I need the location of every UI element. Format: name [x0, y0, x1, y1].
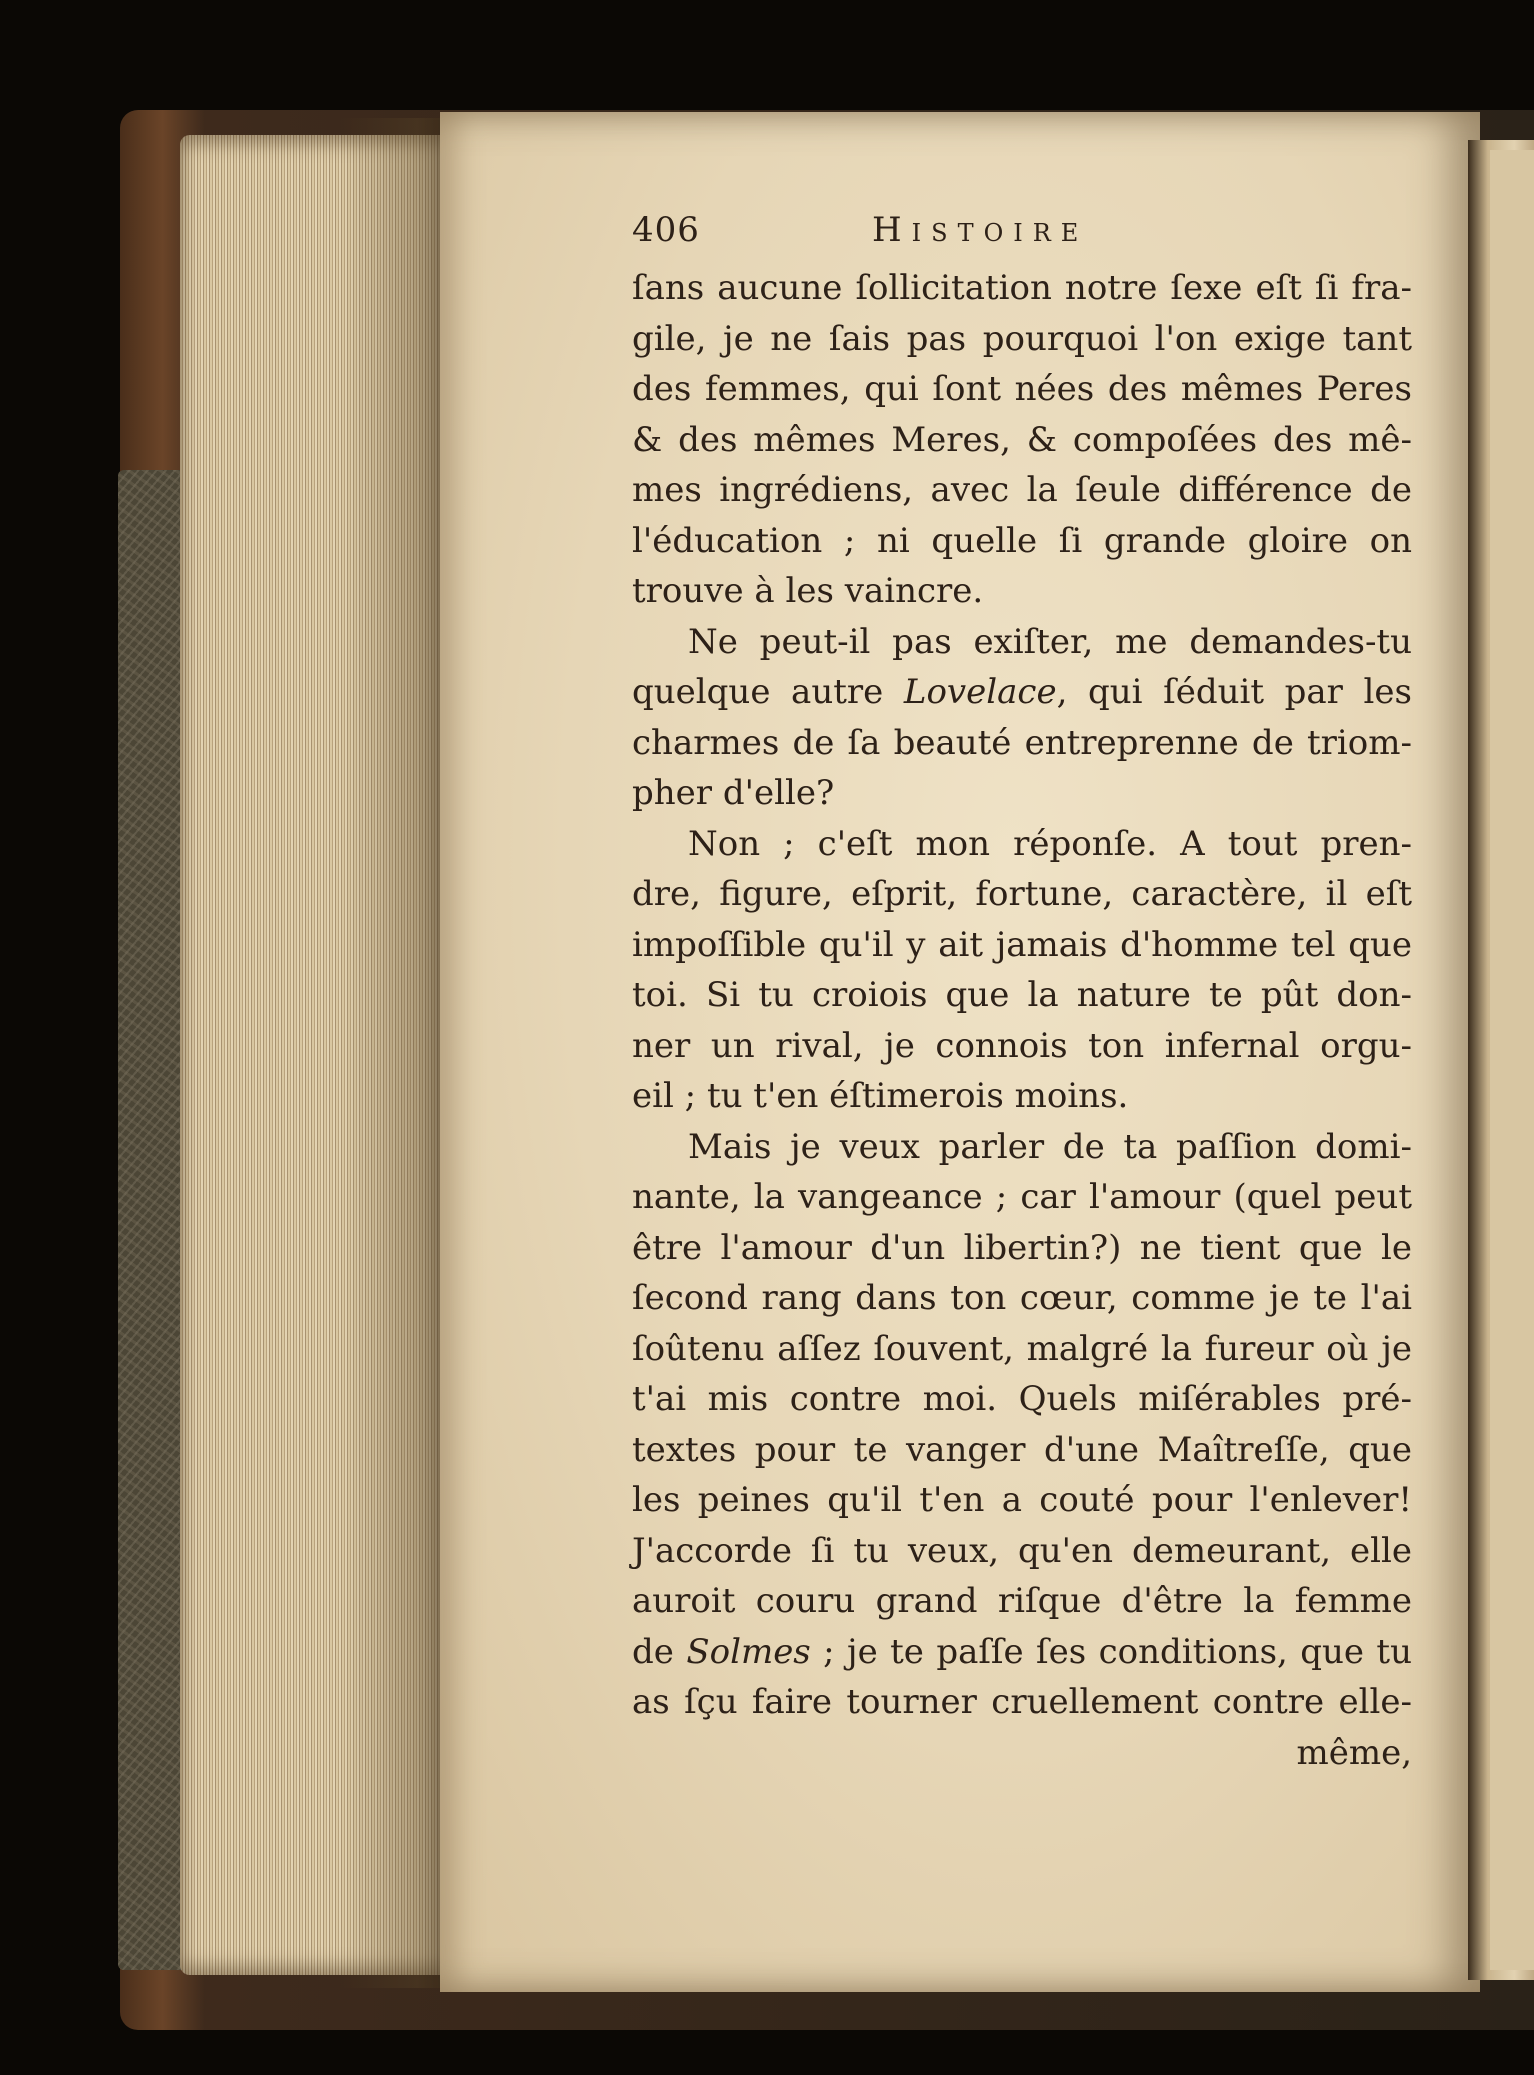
- page-edge-shadow: [340, 118, 450, 1988]
- text-line: auroit couru grand riſque d'être la femme: [632, 1581, 1412, 1621]
- text-line: eil ; tu t'en éſtimerois moins.: [632, 1076, 1129, 1116]
- text-line: t'ai mis contre moi. Quels miſérables pré-: [632, 1379, 1412, 1419]
- text-line: nante, la vangeance ; car l'amour (quel peut: [632, 1177, 1412, 1217]
- text-line: gile, je ne ſais pas pourquoi l'on exige tant: [632, 318, 1412, 359]
- page-text: [632, 205, 1412, 1778]
- text-line: textes pour te vanger d'une Maîtreſſe, que: [632, 1429, 1412, 1470]
- text-line: Mais je veux parler de ta paſſion domi-: [688, 1126, 1412, 1167]
- text-line: J'accorde ſi tu veux, qu'en demeurant, elle: [632, 1530, 1412, 1571]
- text-line: Ne peut-il pas exiſter, me demandes-tu: [688, 621, 1412, 662]
- page-number: 406: [632, 210, 700, 250]
- text-line: charmes de ſa beauté entreprenne de triom-: [632, 722, 1412, 763]
- italic-name: Solmes: [686, 1631, 811, 1672]
- text-line: toi. Si tu croiois que la nature te pût don-: [632, 975, 1412, 1015]
- text-line: ner un rival, je connois ton infernal orgu-: [632, 1025, 1412, 1066]
- running-title: Histoire: [872, 210, 1089, 250]
- marbled-board: [118, 470, 188, 1970]
- text-line: dre, figure, eſprit, fortune, caractère, il eſt: [632, 874, 1412, 914]
- text-line: & des mêmes Meres, & compoſées des mê-: [632, 419, 1412, 460]
- text-line: ſans aucune ſollicitation notre ſexe eſt ſi fra-: [632, 268, 1412, 308]
- text-line: impoſſible qu'il y ait jamais d'homme tel que: [632, 924, 1412, 965]
- text-line: être l'amour d'un libertin?) ne tient que le: [632, 1227, 1412, 1268]
- text-line: de Solmes ; je te paſſe ſes conditions, que tu: [632, 1631, 1412, 1672]
- text-line: quelque autre Lovelace, qui ſéduit par les: [632, 672, 1412, 712]
- running-head: [632, 205, 1412, 263]
- text-line: as ſçu faire tourner cruellement contre elle-: [632, 1682, 1412, 1722]
- text-line: ſecond rang dans ton cœur, comme je te l'ai: [632, 1278, 1412, 1318]
- text-line: mes ingrédiens, avec la ſeule différence de: [632, 470, 1412, 510]
- catchword: même,: [1296, 1732, 1412, 1773]
- text-line: les peines qu'il t'en a couté pour l'enlever!: [632, 1480, 1412, 1520]
- text-line: trouve à les vaincre.: [632, 571, 984, 611]
- facing-page-edge: [1490, 150, 1534, 1970]
- text-line: pher d'elle?: [632, 773, 835, 813]
- text-line: l'éducation ; ni quelle ſi grande gloire on: [632, 520, 1412, 561]
- italic-name: Lovelace: [903, 672, 1057, 712]
- text-line: ſoûtenu aſſez ſouvent, malgré la fureur où je: [632, 1328, 1412, 1369]
- text-line: Non ; c'eſt mon réponſe. A tout pren-: [688, 823, 1412, 864]
- text-line: des femmes, qui ſont nées des mêmes Peres: [632, 369, 1412, 409]
